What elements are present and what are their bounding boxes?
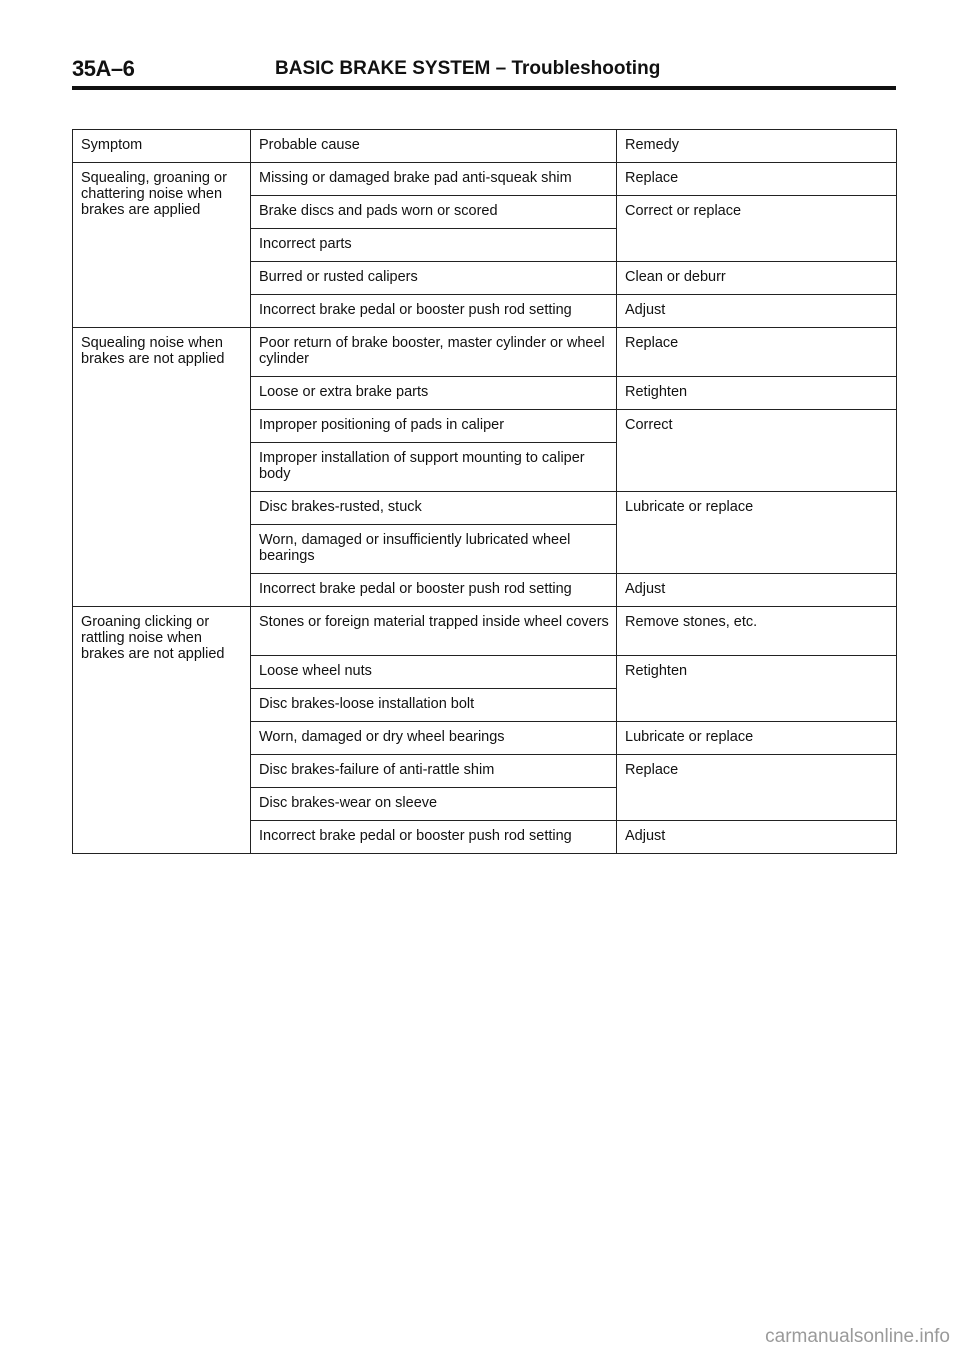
table-row: [73, 328, 897, 377]
cause-cell: Missing or damaged brake pad anti-squeak shim: [251, 163, 617, 196]
column-header-remedy: Remedy: [617, 130, 897, 163]
table-row: [73, 163, 897, 196]
cause-cell: Burred or rusted calipers: [251, 262, 617, 295]
cause-cell: Incorrect brake pedal or booster push rod setting: [251, 821, 617, 854]
cause-cell: Incorrect brake pedal or booster push rod setting: [251, 295, 617, 328]
cause-cell: Worn, damaged or dry wheel bearings: [251, 722, 617, 755]
cause-cell: Improper positioning of pads in caliper: [251, 410, 617, 443]
remedy-cell: Retighten: [617, 377, 897, 410]
cause-cell: Incorrect parts: [251, 229, 617, 262]
remedy-cell: Replace: [617, 163, 897, 196]
remedy-cell: Correct: [617, 410, 897, 492]
remedy-cell: Lubricate or replace: [617, 722, 897, 755]
remedy-cell: Remove stones, etc.: [617, 607, 897, 656]
page-number: 35A–6: [72, 56, 135, 81]
symptom-cell: Squealing noise when brakes are not applied: [73, 328, 251, 607]
remedy-cell: Adjust: [617, 295, 897, 328]
remedy-cell: Correct or replace: [617, 196, 897, 262]
cause-cell: Disc brakes-loose installation bolt: [251, 689, 617, 722]
remedy-cell: Replace: [617, 755, 897, 821]
cause-cell: Worn, damaged or insufficiently lubricated wheel bearings: [251, 525, 617, 574]
remedy-cell: Replace: [617, 328, 897, 377]
troubleshooting-table: [72, 129, 897, 854]
column-header-probable-cause: Probable cause: [251, 130, 617, 163]
cause-cell: Disc brakes-failure of anti-rattle shim: [251, 755, 617, 788]
page-header: [72, 56, 896, 90]
symptom-cell: Squealing, groaning or chattering noise when brakes are applied: [73, 163, 251, 328]
header-rule: [72, 86, 896, 90]
cause-cell: Brake discs and pads worn or scored: [251, 196, 617, 229]
column-header-symptom: Symptom: [73, 130, 251, 163]
remedy-cell: Clean or deburr: [617, 262, 897, 295]
cause-cell: Disc brakes-rusted, stuck: [251, 492, 617, 525]
table-row: [73, 607, 897, 656]
cause-cell: Poor return of brake booster, master cylinder or wheel cylinder: [251, 328, 617, 377]
table-header-row: [73, 130, 897, 163]
symptom-cell: Groaning clicking or rattling noise when brakes are not applied: [73, 607, 251, 854]
remedy-cell: Adjust: [617, 574, 897, 607]
remedy-cell: Lubricate or replace: [617, 492, 897, 574]
remedy-cell: Adjust: [617, 821, 897, 854]
cause-cell: Loose wheel nuts: [251, 656, 617, 689]
cause-cell: Loose or extra brake parts: [251, 377, 617, 410]
cause-cell: Incorrect brake pedal or booster push rod setting: [251, 574, 617, 607]
section-title: BASIC BRAKE SYSTEM – Troubleshooting: [275, 58, 661, 79]
watermark-text: carmanualsonline.info: [765, 1326, 950, 1347]
cause-cell: Stones or foreign material trapped inside wheel covers: [251, 607, 617, 656]
remedy-cell: Retighten: [617, 656, 897, 722]
cause-cell: Disc brakes-wear on sleeve: [251, 788, 617, 821]
cause-cell: Improper installation of support mounting to caliper body: [251, 443, 617, 492]
